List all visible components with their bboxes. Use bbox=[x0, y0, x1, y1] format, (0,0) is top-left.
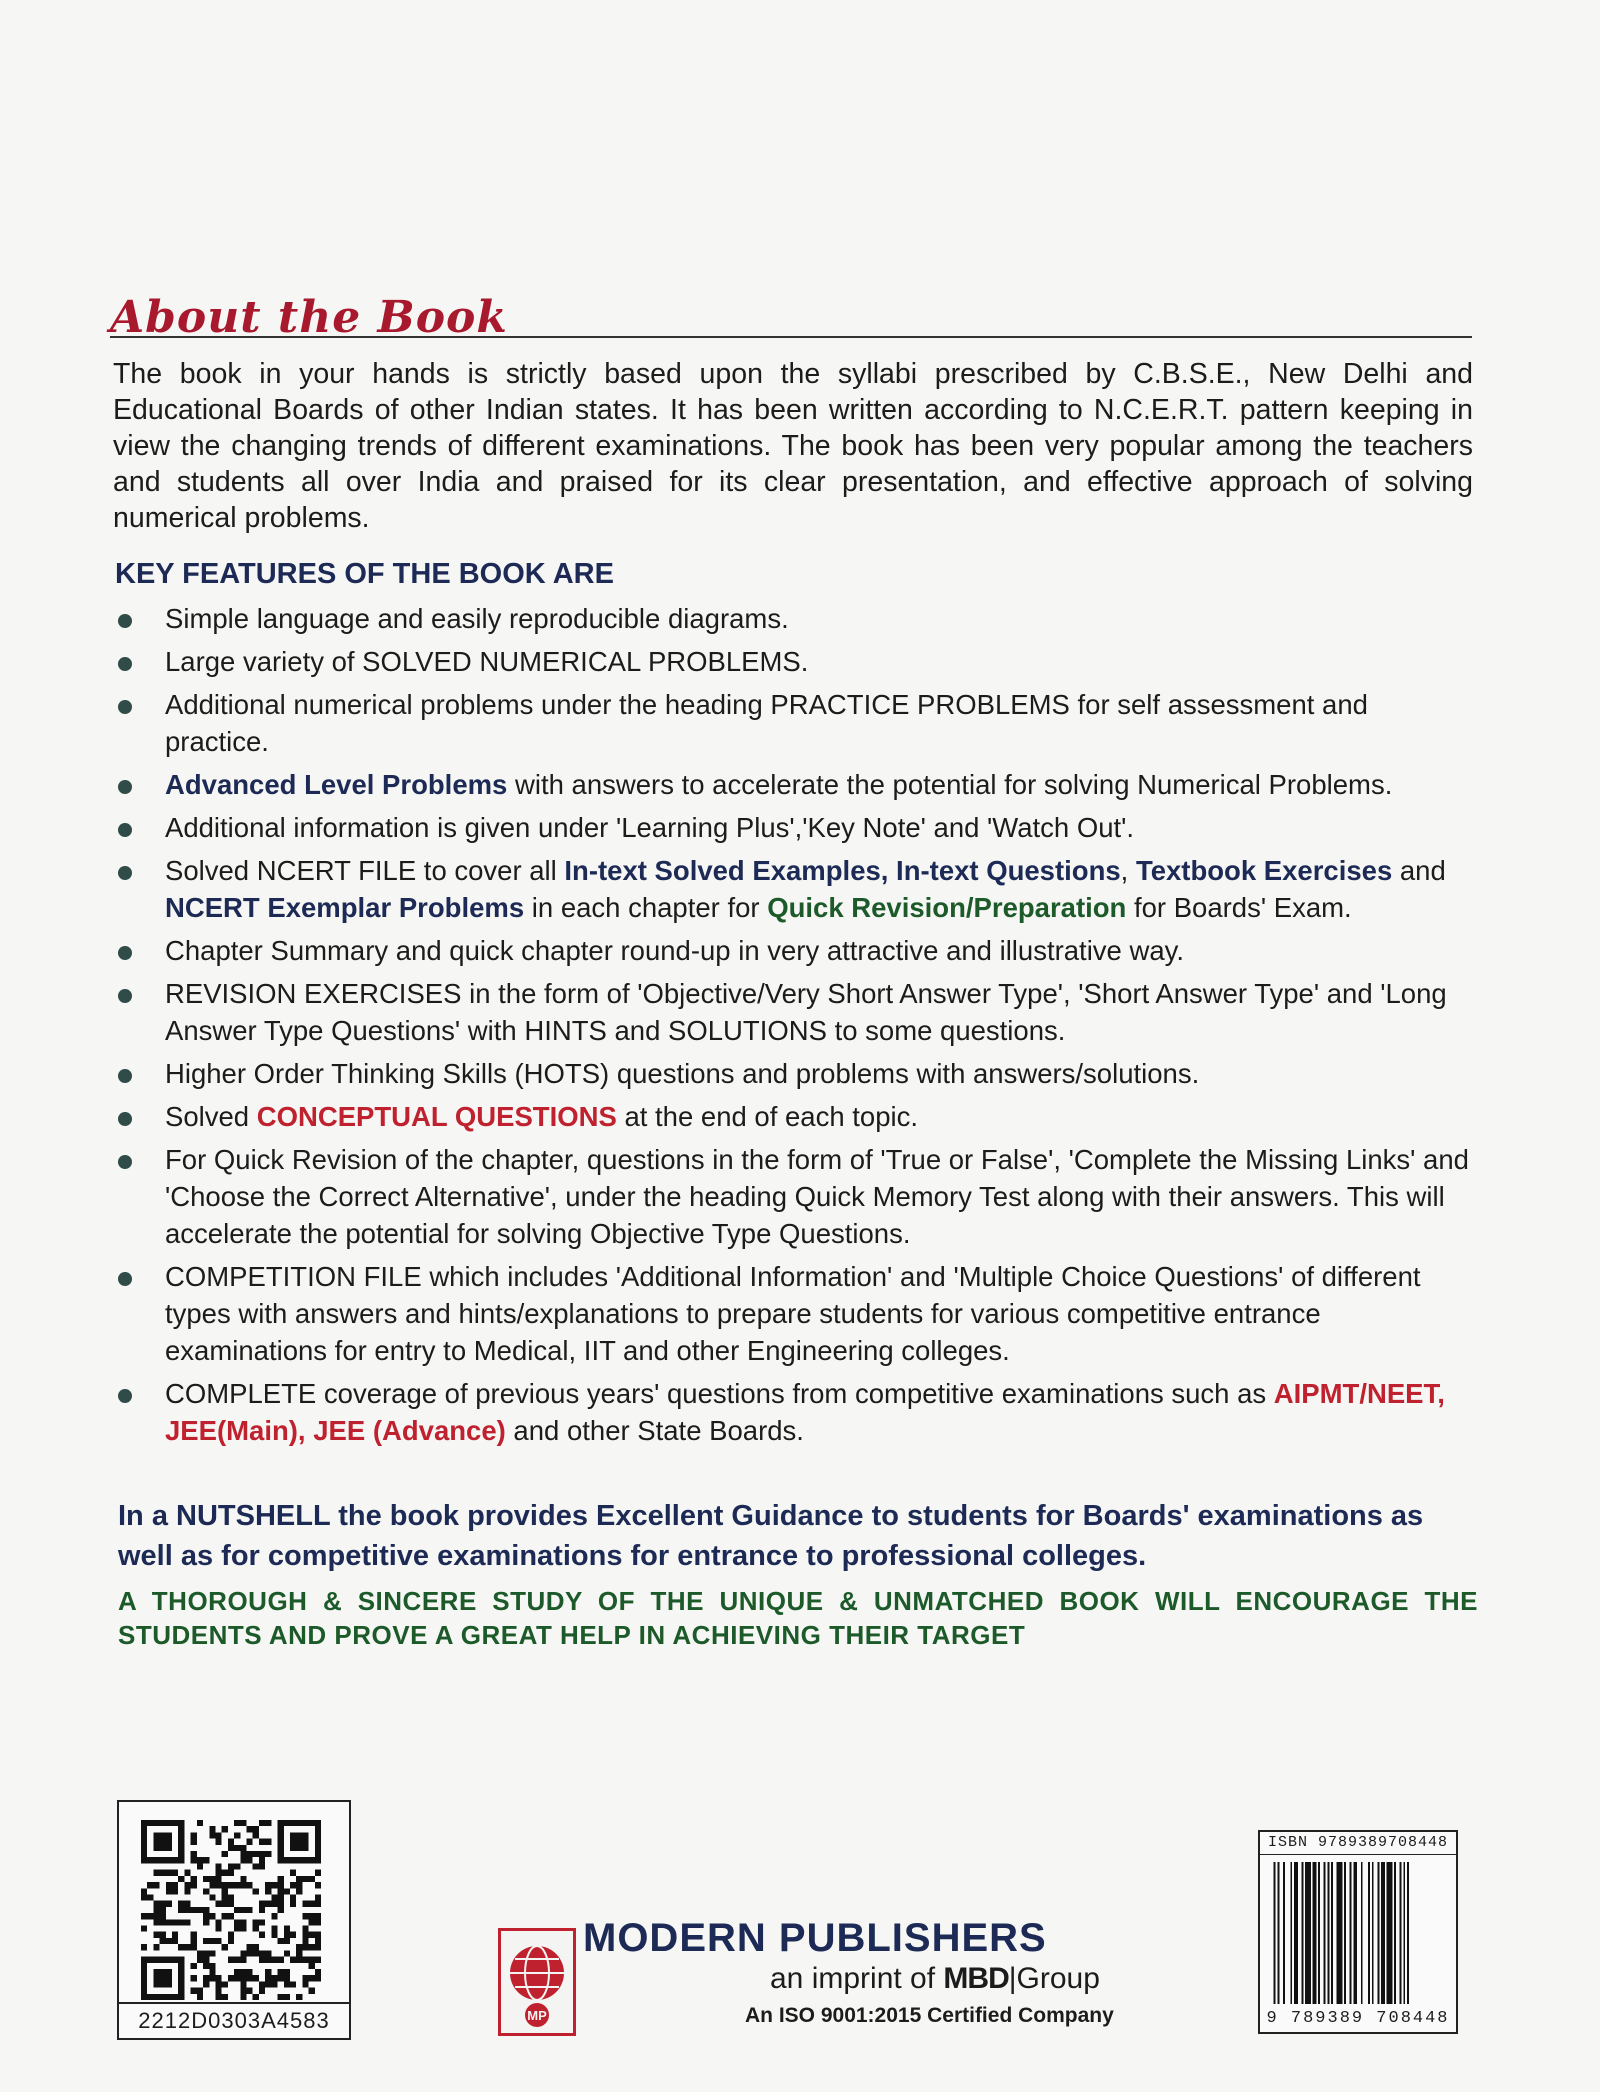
feature-item: Advanced Level Problems with answers to accelerate the potential for solving Numerical Problems. bbox=[115, 766, 1475, 803]
publisher-imprint: an imprint of MBD|Group bbox=[770, 1962, 1100, 1995]
qr-code-number: 2212D0303A4583 bbox=[119, 2002, 349, 2038]
about-title: About the Book bbox=[110, 292, 508, 343]
barcode-icon bbox=[1270, 1862, 1446, 2004]
nutshell-summary: In a NUTSHELL the book provides Excellent Guidance to students for Boards' examinations as well as for competitive examinations for entrance to professional colleges. bbox=[118, 1500, 1424, 1572]
feature-item: Solved CONCEPTUAL QUESTIONS at the end of each topic. bbox=[115, 1098, 1475, 1135]
features-list bbox=[115, 600, 1475, 1455]
globe-icon bbox=[501, 1931, 573, 2033]
feature-item: Chapter Summary and quick chapter round-up in very attractive and illustrative way. bbox=[115, 932, 1475, 969]
intro-paragraph: The book in your hands is strictly based upon the syllabi prescribed by C.B.S.E., New Delhi and Educational Boards of other Indian states. It has been written according to N.C.E.R.T. pattern keeping in view the changing trends of different examinations. The book has been very popular among the teachers and students all over India and praised for its clear presentation, and effective approach of solving numerical problems. bbox=[113, 358, 1473, 534]
logo-text: MP bbox=[527, 2008, 547, 2023]
publisher-name: MODERN PUBLISHERS bbox=[583, 1916, 1047, 1960]
key-features-heading: KEY FEATURES OF THE BOOK ARE bbox=[115, 558, 614, 590]
iso-certification: An ISO 9001:2015 Certified Company bbox=[745, 2004, 1114, 2027]
feature-item: Large variety of SOLVED NUMERICAL PROBLEMS. bbox=[115, 643, 1475, 680]
qr-code-box bbox=[117, 1800, 351, 2040]
title-divider bbox=[110, 336, 1472, 338]
feature-item: Higher Order Thinking Skills (HOTS) questions and problems with answers/solutions. bbox=[115, 1055, 1475, 1092]
feature-item: COMPETITION FILE which includes 'Additional Information' and 'Multiple Choice Questions' of different types with answers and hints/explanations to prepare students for various competitive entrance examinations for entry to Medical, IIT and other Engineering colleges. bbox=[115, 1258, 1475, 1369]
qr-code-icon bbox=[141, 1820, 321, 2000]
closing-statement: A THOROUGH & SINCERE STUDY OF THE UNIQUE & UNMATCHED BOOK WILL ENCOURAGE THE STUDENTS AND PROVE A GREAT HELP IN ACHIEVING THEIR TARGET bbox=[118, 1586, 1478, 1650]
feature-item: Additional information is given under 'Learning Plus','Key Note' and 'Watch Out'. bbox=[115, 809, 1475, 846]
feature-item: Simple language and easily reproducible diagrams. bbox=[115, 600, 1475, 637]
publisher-logo bbox=[498, 1928, 576, 2036]
feature-item: For Quick Revision of the chapter, questions in the form of 'True or False', 'Complete the Missing Links' and 'Choose the Correct Alternative', under the heading Quick Memory Test along with their answers. This will accelerate the potential for solving Objective Type Questions. bbox=[115, 1141, 1475, 1252]
mbd-brand: MBD bbox=[943, 1962, 1009, 1995]
feature-item: Solved NCERT FILE to cover all In-text Solved Examples, In-text Questions, Textbook Exercises and NCERT Exemplar Problems in each chapter for Quick Revision/Preparation for Boards' Exam. bbox=[115, 852, 1475, 926]
isbn-barcode bbox=[1258, 1830, 1458, 2034]
isbn-label: ISBN 9789389708448 bbox=[1260, 1832, 1456, 1855]
feature-item: Additional numerical problems under the heading PRACTICE PROBLEMS for self assessment and practice. bbox=[115, 686, 1475, 760]
isbn-digits: 9 789389 708448 bbox=[1266, 2009, 1450, 2028]
feature-item: REVISION EXERCISES in the form of 'Objective/Very Short Answer Type', 'Short Answer Type' and 'Long Answer Type Questions' with HINTS and SOLUTIONS to some questions. bbox=[115, 975, 1475, 1049]
feature-item: COMPLETE coverage of previous years' questions from competitive examinations such as AIPMT/NEET, JEE(Main), JEE (Advance) and other State Boards. bbox=[115, 1375, 1475, 1449]
